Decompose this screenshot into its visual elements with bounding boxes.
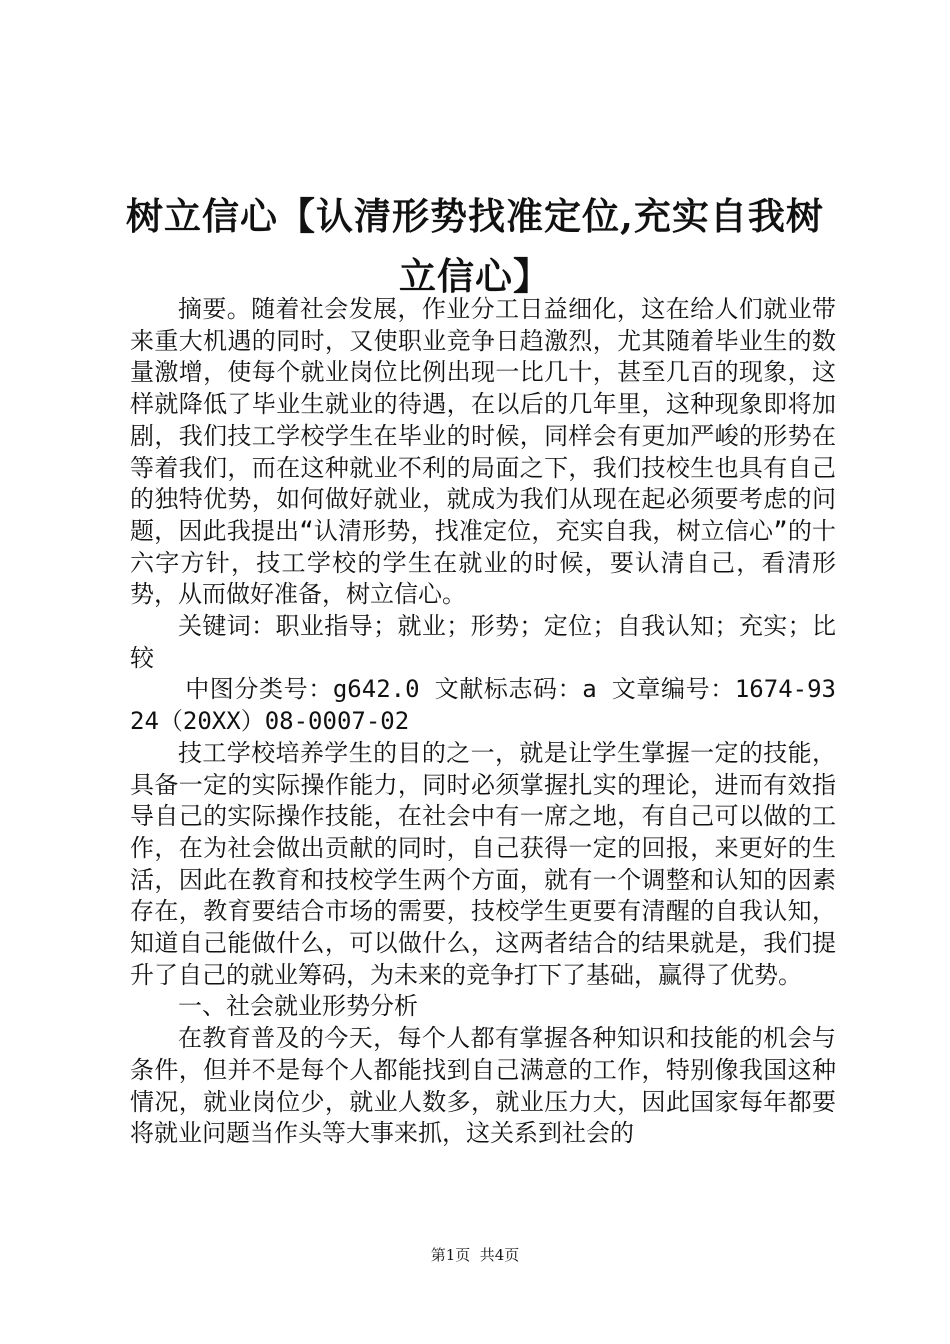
document-title: 树立信心【认清形势找准定位,充实自我树立信心】 [126,194,824,298]
body-paragraph: 技工学校培养学生的目的之一，就是让学生掌握一定的技能，具备一定的实际操作能力，同时必须掌握扎实的理论，进而有效指导自己的实际操作技能，在社会中有一席之地，有自己可以做的工作，在为社会做出贡献的同时，自己获得一定的回报，来更好的生活，因此在教育和技校学生两个方面，就有一个调整和认知的因素存在，教育要结合市场的需要，技校学生更要有清醒的自我认知，知道自己能做什么，可以做什么，这两者结合的结果就是，我们提升了自己的就业筹码，为未来的竞争打下了基础，赢得了优势。 [130,738,836,989]
abstract-paragraph: 摘要。随着社会发展，作业分工日益细化，这在给人们就业带来重大机遇的同时，又使职业竞争日趋激烈，尤其随着毕业生的数量激增，使每个就业岗位比例出现一比几十，甚至几百的现象，这样就降低了毕业生就业的待遇，在以后的几年里，这种现象即将加剧，我们技工学校学生在毕业的时候，同样会有更加严峻的形势在等着我们，而在这种就业不利的局面之下，我们技校生也具有自己的独特优势，如何做好就业，就成为我们从现在起必须要考虑的问题，因此我提出“认清形势，找准定位，充实自我，树立信心”的十六字方针，技工学校的学生在就业的时候，要认清自己，看清形势，从而做好准备，树立信心。 [130,295,836,609]
body-paragraph: 在教育普及的今天，每个人都有掌握各种知识和技能的机会与条件，但并不是每个人都能找到自己满意的工作，特别像我国这种情况，就业岗位少，就业人数多，就业压力大，因此国家每年都要将就业问题当作头等大事来抓，这关系到社会的 [130,1024,836,1148]
keywords-paragraph: 关键词：职业指导；就业；形势；定位；自我认知；充实；比较 [130,612,836,672]
classification-paragraph: 中图分类号：g642.0 文献标志码：a 文章编号：1674-9324（20XX）08-0007-02 [130,675,836,736]
section-heading: 一、社会就业形势分析 [178,992,418,1021]
document-body [130,294,836,1150]
page-number: 第1页 共4页 [430,1246,520,1264]
page-footer [0,1244,950,1265]
